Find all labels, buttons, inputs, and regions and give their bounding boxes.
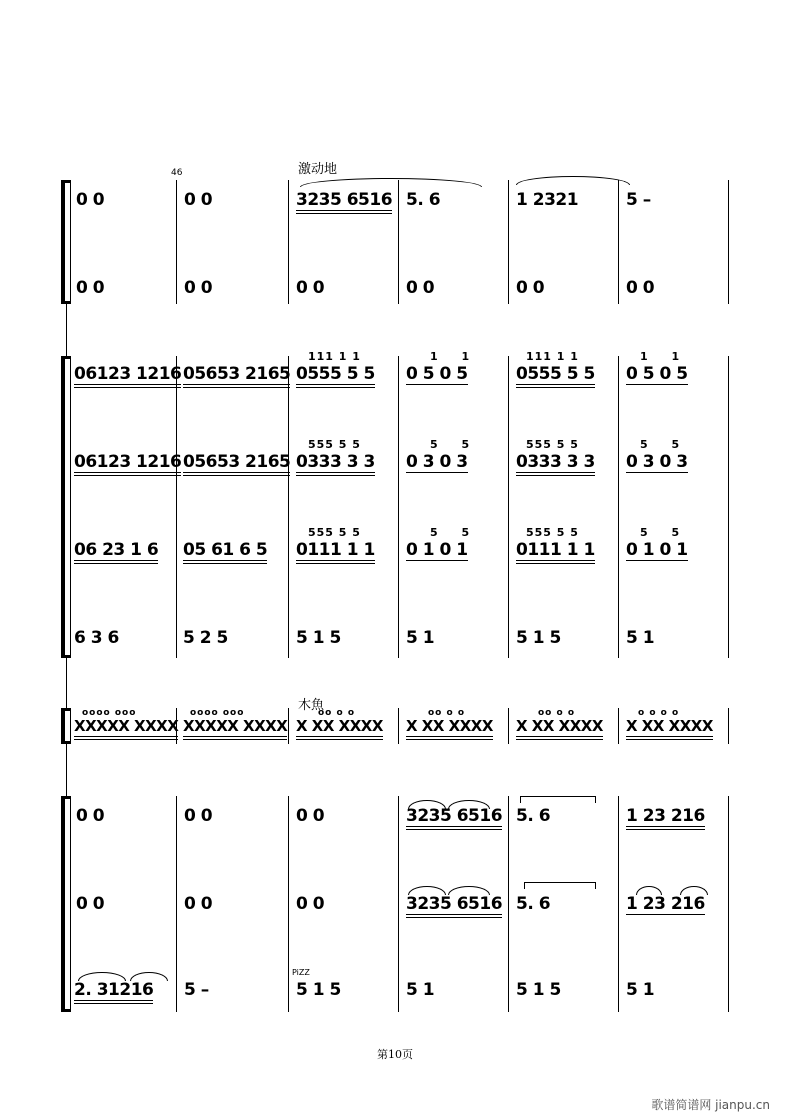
row-strings-4 [70,628,730,652]
measure-cell: 0 5 0 5 [406,364,468,384]
measure-cell: 0 0 [76,806,105,826]
measure-cell: 0 0 [296,894,325,914]
page-number: 第10页 [377,1048,413,1061]
accent-marks: oo o o [318,708,355,718]
row-upper-2 [70,278,730,302]
measure-cell: 0 3 0 3 [626,452,688,472]
barline [398,356,399,658]
measure-cell: 5 1 5 [516,980,561,1000]
measure-cell: 5 – [626,190,651,210]
system-upper [70,162,730,304]
harmony-marks: 5 5 [640,438,690,451]
percussion-label: 木魚 [298,698,325,713]
barline [508,356,509,658]
pizz-label: PiZZ [292,968,310,977]
measure-cell: X XX XXXX [516,716,603,740]
harmony-marks: 555 5 5 [526,526,579,539]
measure-cell: 5. 6 [516,894,551,914]
accent-marks: o o o o [638,708,680,718]
measure-cell: 3235 6516 [406,806,502,830]
system-bracket-upper [61,180,65,304]
measure-cell: 0555 5 5 [516,364,595,388]
measure-cell: 05653 2165 [183,364,290,388]
measure-cell: 0333 3 3 [296,452,375,476]
measure-cell: 5 1 5 [296,980,341,1000]
system-bracket-percussion [61,708,65,744]
measure-cell: 0111 1 1 [296,540,375,564]
measure-cell: 0 0 [184,894,213,914]
measure-cell: 5 1 [626,980,655,1000]
measure-cell: 1 2321 [516,190,579,210]
accent-marks: oo o o [428,708,465,718]
accent-marks: oo o o [538,708,575,718]
row-strings-3 [70,526,730,564]
system-percussion [70,698,730,744]
phrase-bracket [524,882,596,889]
measure-cell: 2. 31216 [74,980,153,1004]
harmony-marks: 555 5 5 [308,526,361,539]
barline [288,356,289,658]
measure-cell: 5 1 [406,980,435,1000]
measure-cell: 0 0 [76,190,105,210]
accent-marks: oooo ooo [190,708,245,718]
row-lower-1 [70,806,730,830]
measure-cell: 5 1 5 [516,628,561,648]
accent-marks: oooo ooo [82,708,137,718]
system-connector [66,304,67,356]
measure-cell: 06123 1216 [74,452,181,476]
system-lower [70,796,730,1012]
measure-cell: 05653 2165 [183,452,290,476]
row-strings-2 [70,438,730,476]
harmony-marks: 1 1 [640,350,690,363]
harmony-marks: 5 5 [430,438,480,451]
measure-cell: 0 1 0 1 [406,540,468,560]
slur [300,178,482,187]
measure-cell: 5 2 5 [183,628,228,648]
tempo-marking: 激动地 [298,162,338,177]
measure-cell: X XX XXXX [626,716,713,740]
measure-cell: 6 3 6 [74,628,119,648]
measure-cell: 5 1 [626,628,655,648]
barline [176,356,177,658]
measure-cell: 0 0 [296,278,325,298]
measure-cell: 0 5 0 5 [626,364,688,384]
system-bracket-strings [61,356,65,658]
measure-cell: 3235 6516 [296,190,392,214]
measure-cell: 0 0 [184,190,213,210]
measure-cell: 5 1 [406,628,435,648]
watermark: 歌谱简谱网 jianpu.cn [651,1098,770,1112]
measure-cell: 05 61 6 5 [183,540,267,564]
harmony-marks: 1 1 [430,350,480,363]
measure-cell: 0 0 [184,806,213,826]
harmony-marks: 5 5 [430,526,480,539]
measure-cell: 0 0 [76,894,105,914]
barline [618,356,619,658]
measure-cell: 1 23 216 [626,894,705,914]
harmony-marks: 111 1 1 [526,350,579,363]
measure-cell: 0 0 [296,806,325,826]
row-lower-2 [70,894,730,918]
measure-cell: 0 0 [406,278,435,298]
measure-cell: 5. 6 [516,806,551,826]
harmony-marks: 555 5 5 [526,438,579,451]
measure-cell: 06123 1216 [74,364,181,388]
measure-cell: 5 1 5 [296,628,341,648]
measure-cell: 0 3 0 3 [406,452,468,472]
system-strings [70,350,730,658]
measure-cell: 0 1 0 1 [626,540,688,560]
measure-cell: 5 – [184,980,209,1000]
measure-cell: 0555 5 5 [296,364,375,388]
measure-cell: 0111 1 1 [516,540,595,564]
measure-cell: 3235 6516 [406,894,502,918]
barline [728,356,729,658]
row-upper-1 [70,190,730,214]
row-lower-3 [70,980,730,1004]
measure-cell: XXXXX XXXX [74,716,178,740]
measure-cell: 0 0 [76,278,105,298]
row-strings-1 [70,350,730,388]
harmony-marks: 5 5 [640,526,690,539]
measure-cell: 06 23 1 6 [74,540,158,564]
measure-number: 46 [171,168,183,178]
measure-cell: XXXXX XXXX [183,716,287,740]
measure-cell: 0 0 [516,278,545,298]
measure-cell: X XX XXXX [406,716,493,740]
barline [70,356,71,658]
slur [516,176,630,185]
row-percussion [70,708,730,740]
measure-cell: 0333 3 3 [516,452,595,476]
system-bracket-lower [61,796,65,1012]
system-connector [66,744,67,796]
measure-cell: 0 0 [626,278,655,298]
measure-cell: 0 0 [184,278,213,298]
harmony-marks: 111 1 1 [308,350,361,363]
measure-cell: X XX XXXX [296,716,383,740]
phrase-bracket [520,796,596,803]
harmony-marks: 555 5 5 [308,438,361,451]
measure-cell: 1 23 216 [626,806,705,830]
system-connector [66,658,67,708]
measure-cell: 5. 6 [406,190,441,210]
